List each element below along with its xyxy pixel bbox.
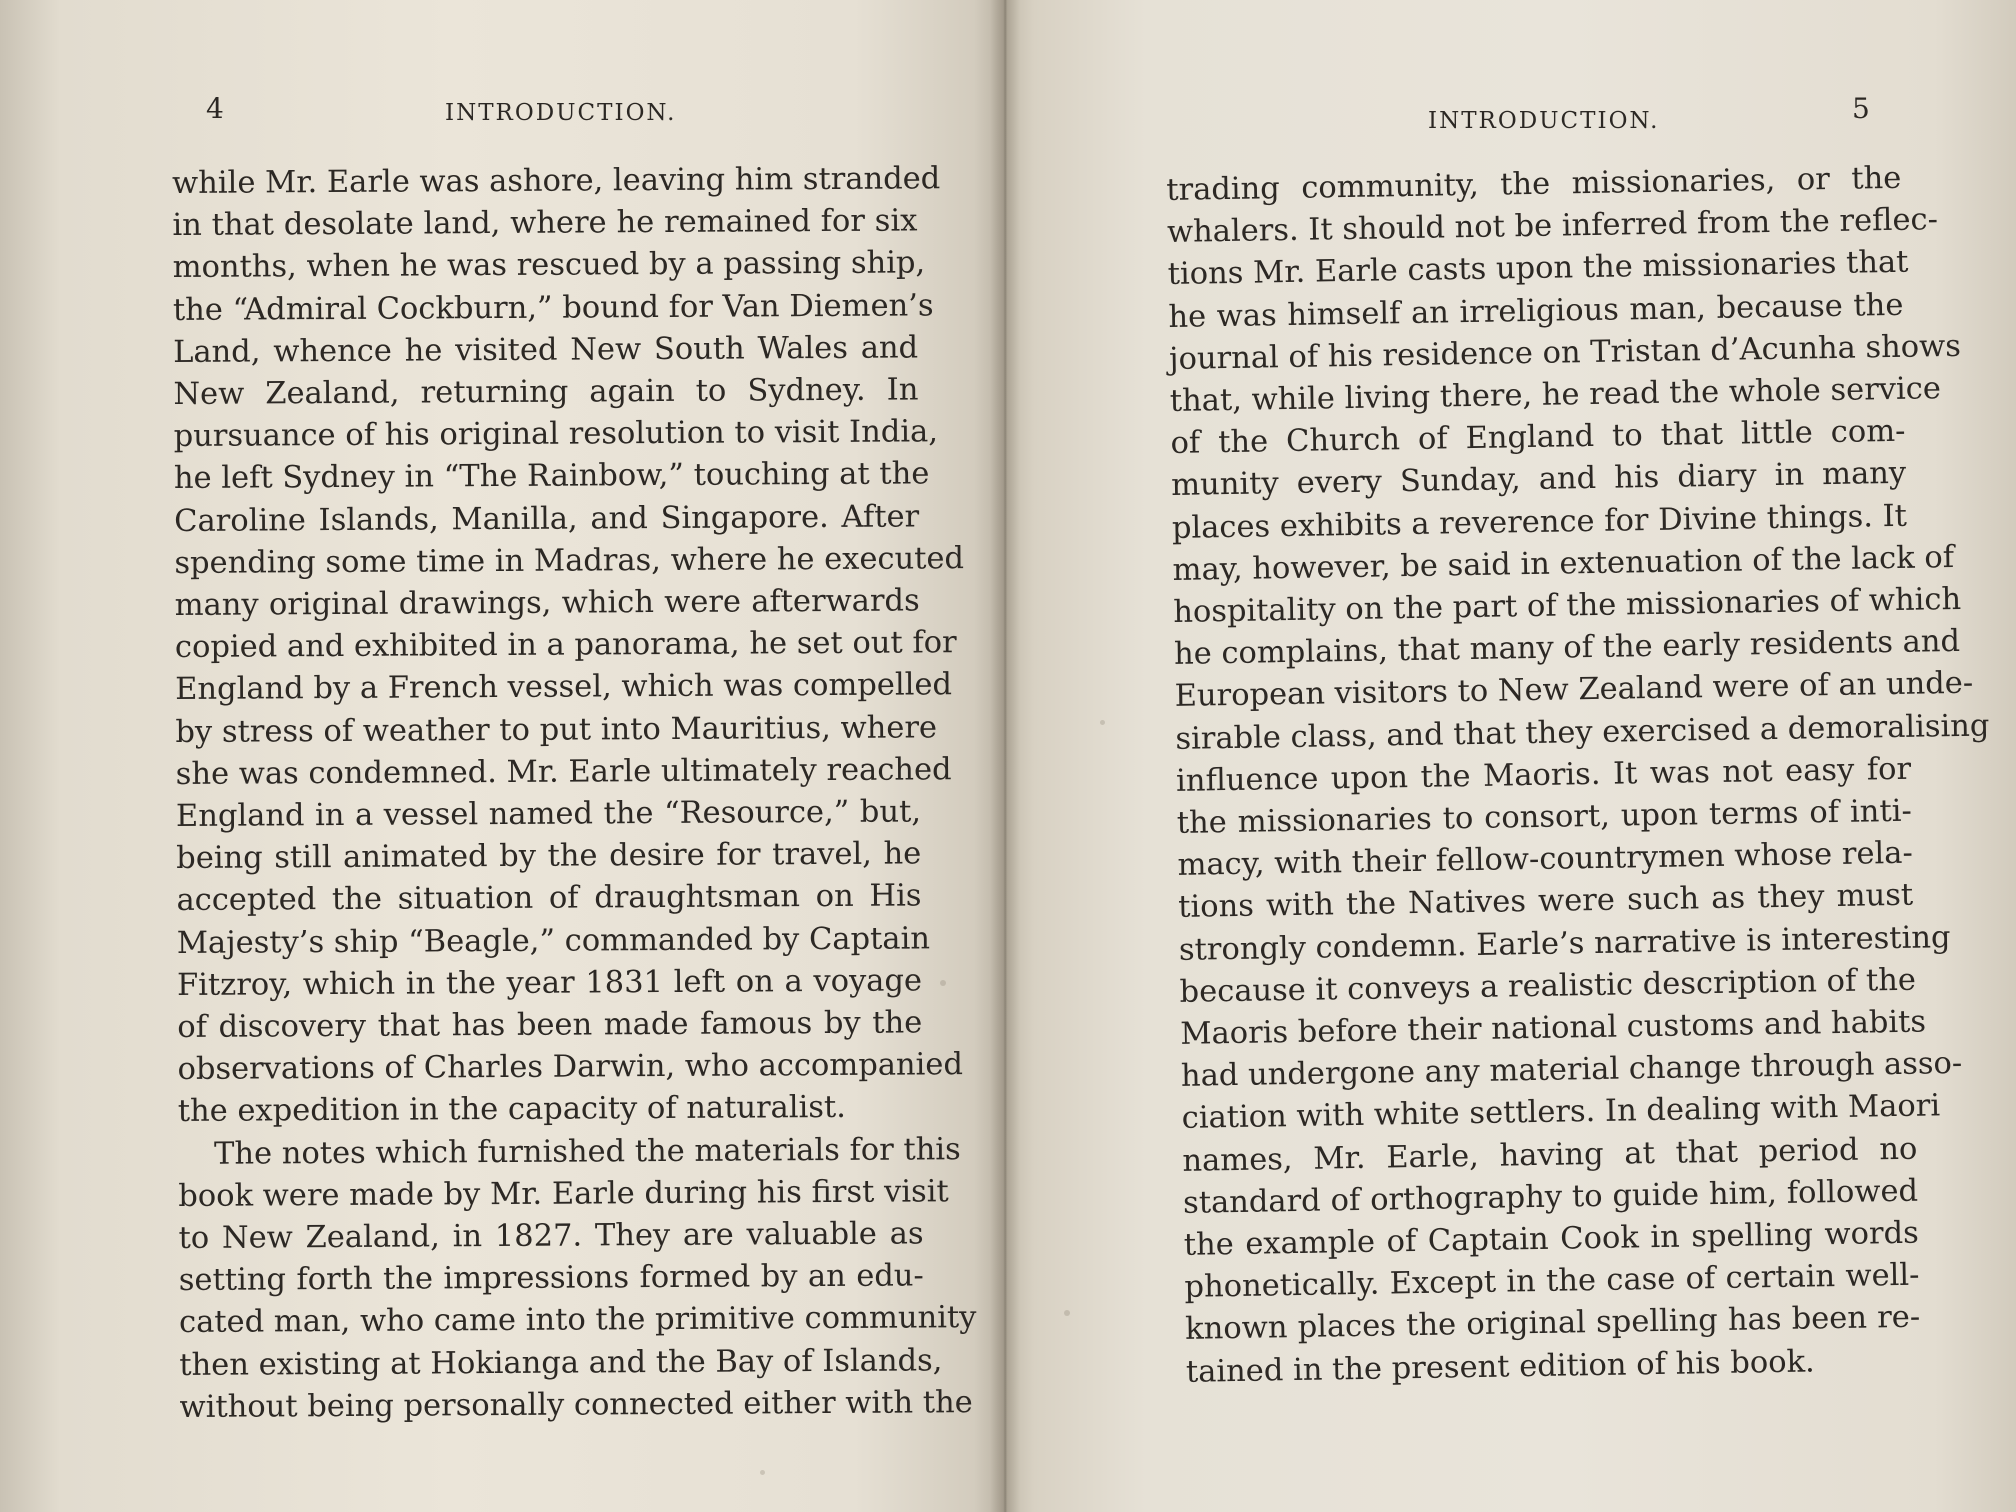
text-line: munity every Sunday, and his diary in many bbox=[1170, 456, 1907, 504]
text-line: Fitzroy, which in the year 1831 left on a voyage bbox=[176, 963, 923, 1003]
text-line: book were made by Mr. Earle during his first visit bbox=[178, 1174, 949, 1214]
page-number: 5 bbox=[1852, 92, 1870, 125]
paper-speck bbox=[940, 980, 946, 986]
text-line: standard of orthography to guide him, followed bbox=[1182, 1173, 1919, 1221]
text-line: the “Admiral Cockburn,” bound for Van Diemen’s bbox=[172, 287, 934, 328]
right-page-text bbox=[1166, 158, 1990, 1394]
left-page bbox=[0, 0, 1004, 1512]
text-line: because it conveys a realistic description of the bbox=[1179, 962, 1917, 1010]
text-line: influence upon the Maoris. It was not easy for bbox=[1175, 751, 1912, 799]
text-line: macy, with their fellow-countrymen whose rela- bbox=[1177, 835, 1914, 884]
text-line: New Zealand, returning again to Sydney. In bbox=[173, 372, 919, 413]
running-head: INTRODUCTION. bbox=[445, 100, 677, 126]
text-line: may, however, be said in extenuation of the lack of bbox=[1172, 539, 1955, 588]
text-line: England by a French vessel, which was compelled bbox=[175, 667, 953, 708]
text-line: Caroline Islands, Manilla, and Singapore. After bbox=[174, 499, 920, 539]
text-line: places exhibits a reverence for Divine things. It bbox=[1171, 498, 1908, 546]
text-line: by stress of weather to put into Mauritius, where bbox=[175, 709, 938, 750]
text-line: phonetically. Except in the case of certain well- bbox=[1184, 1257, 1920, 1306]
text-line: Maoris before their national customs and habits bbox=[1180, 1004, 1927, 1052]
text-line: tions with the Natives were such as they must bbox=[1177, 878, 1914, 926]
text-line: whalers. It should not be inferred from the reflec- bbox=[1166, 202, 1939, 251]
text-line: Majesty’s ship “Beagle,” commanded by Captain bbox=[176, 921, 931, 961]
text-line: the example of Captain Cook in spelling words bbox=[1183, 1215, 1920, 1263]
text-line: he left Sydney in “The Rainbow,” touching at the bbox=[173, 456, 930, 497]
text-line: cated man, who came into the primitive community bbox=[178, 1300, 977, 1341]
page-number: 4 bbox=[206, 92, 224, 125]
text-line: observations of Charles Darwin, who accompanied bbox=[177, 1047, 964, 1088]
text-line: to New Zealand, in 1827. They are valuable as bbox=[178, 1216, 924, 1257]
text-line: sirable class, and that they exercised a demoralising bbox=[1175, 708, 1990, 757]
text-line: while Mr. Earle was ashore, leaving him stranded bbox=[172, 161, 941, 201]
text-line: tions Mr. Earle casts upon the missionaries that bbox=[1167, 245, 1909, 293]
paragraph bbox=[1166, 158, 1990, 1394]
text-line: setting forth the impressions formed by an edu- bbox=[178, 1258, 924, 1299]
text-line: strongly condemn. Earle’s narrative is interesting bbox=[1178, 919, 1951, 968]
text-line: trading community, the missionaries, or the bbox=[1166, 160, 1902, 208]
paper-speck bbox=[1064, 1310, 1070, 1316]
running-head: INTRODUCTION. bbox=[1428, 108, 1660, 134]
text-line: in that desolate land, where he remained for six bbox=[172, 203, 918, 244]
text-line: he complains, that many of the early residents and bbox=[1173, 624, 1961, 673]
paragraph bbox=[178, 1129, 977, 1429]
text-line: journal of his residence on Tristan d’Acunha shows bbox=[1168, 328, 1962, 377]
text-line: that, while living there, he read the whole service bbox=[1169, 371, 1942, 419]
left-page-text bbox=[172, 158, 977, 1429]
text-line: of the Church of England to that little com- bbox=[1170, 413, 1906, 462]
paper-speck bbox=[1100, 720, 1105, 725]
text-line: Land, whence he visited New South Wales and bbox=[173, 330, 919, 370]
text-line: she was condemned. Mr. Earle ultimately reached bbox=[175, 752, 952, 792]
text-line: names, Mr. Earle, having at that period no bbox=[1182, 1131, 1918, 1179]
text-line: without being personally connected either with the bbox=[179, 1385, 973, 1425]
text-line: copied and exhibited in a panorama, he set out for bbox=[174, 625, 957, 666]
text-line: spending some time in Madras, where he executed bbox=[174, 540, 965, 581]
text-line: had undergone any material change through asso- bbox=[1180, 1046, 1963, 1095]
text-line: the missionaries to consort, upon terms of inti- bbox=[1176, 793, 1913, 841]
text-line: The notes which furnished the materials for this bbox=[213, 1131, 961, 1172]
text-line: the expedition in the capacity of naturalist. bbox=[177, 1090, 847, 1130]
text-line: tained in the present edition of his book. bbox=[1185, 1344, 1815, 1390]
text-line: of discovery that has been made famous by the bbox=[177, 1005, 923, 1046]
text-line: pursuance of his original resolution to visit India, bbox=[173, 414, 939, 455]
text-line: months, when he was rescued by a passing ship, bbox=[172, 245, 926, 286]
text-line: hospitality on the part of the missionaries of which bbox=[1173, 581, 1962, 630]
text-line: being still animated by the desire for travel, he bbox=[176, 836, 922, 877]
text-line: he was himself an irreligious man, because the bbox=[1168, 287, 1904, 335]
paper-speck bbox=[760, 1470, 765, 1475]
right-page bbox=[1004, 0, 2016, 1512]
text-line: accepted the situation of draughtsman on His bbox=[176, 878, 922, 919]
text-line: European visitors to New Zealand were of an unde- bbox=[1174, 666, 1974, 715]
paragraph bbox=[172, 158, 965, 1133]
text-line: then existing at Hokianga and the Bay of Islands, bbox=[179, 1343, 943, 1383]
text-line: known places the original spelling has been re- bbox=[1184, 1300, 1921, 1348]
text-line: ciation with white settlers. In dealing with Maori bbox=[1181, 1088, 1941, 1137]
text-line: England in a vessel named the “Resource,” but, bbox=[175, 794, 922, 835]
book-gutter bbox=[990, 0, 1020, 1512]
text-line: many original drawings, which were afterwards bbox=[174, 583, 920, 624]
